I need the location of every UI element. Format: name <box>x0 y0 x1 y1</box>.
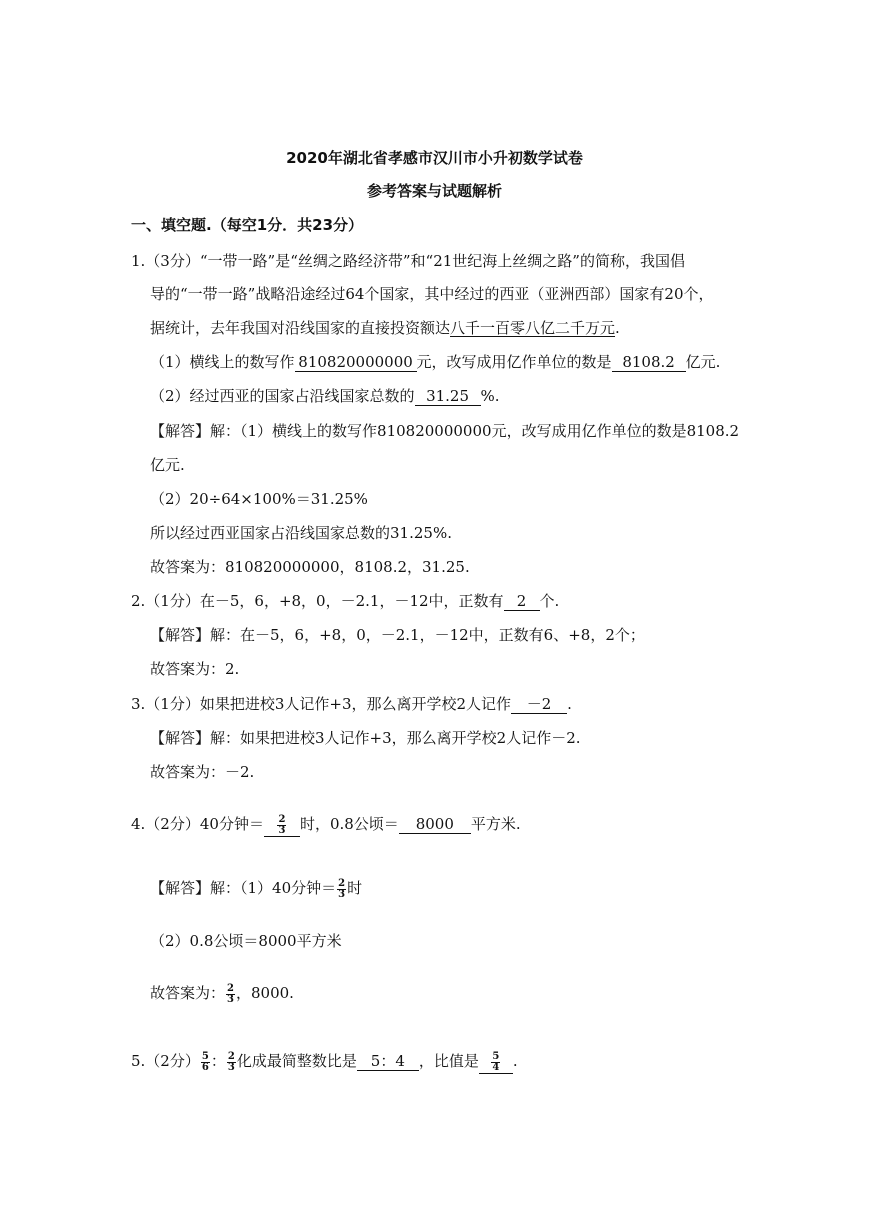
q4-answer-fraction <box>277 815 286 836</box>
q2-answer: 2 <box>504 593 540 611</box>
q5-value-denominator: 4 <box>492 1061 500 1073</box>
q4-solution-line2: （2）0.8公顷＝8000平方米 <box>150 932 342 950</box>
q3-answer: －2 <box>511 696 567 714</box>
q4-final-fraction <box>226 984 235 1005</box>
q3-stem-text: 3.（1分）如果把进校3人记作+3，那么离开学校2人记作 <box>131 695 512 713</box>
q4-fraction-numerator: 2 <box>278 813 286 825</box>
q1-part2 <box>150 386 500 406</box>
q5-stem-mid: 化成最简整数比是 <box>236 1052 357 1070</box>
q5-stem-end: . <box>512 1052 518 1070</box>
section-heading: 一、填空题.（每空1分．共23分） <box>131 216 364 234</box>
q4-stem-end: 平方米. <box>470 815 521 833</box>
q2-solution: 【解答】解：在－5，6，+8，0，－2.1，－12中，正数有6、+8，2个； <box>150 626 645 644</box>
q3-stem-end: . <box>567 695 572 713</box>
q4-answer-fraction-blank <box>264 814 300 837</box>
q5-value-fraction <box>491 1052 500 1073</box>
q4-fraction-denominator: 3 <box>278 824 286 836</box>
q5-ratio-answer: 5：4 <box>357 1053 419 1071</box>
q4-answer-area: 8000 <box>399 816 471 834</box>
q4-stem-text: 4.（2分）40分钟＝ <box>131 815 264 833</box>
q1-solution-line2: 亿元. <box>150 456 185 474</box>
q5-fraction-second <box>227 1052 236 1073</box>
q2-stem <box>131 591 559 611</box>
q1-part1-end: 亿元. <box>685 353 721 371</box>
q2-final-answer: 故答案为：2. <box>150 660 240 678</box>
q1-stem-line3 <box>150 318 620 338</box>
q4-final-end: ，8000. <box>235 984 294 1002</box>
q5-stem <box>131 1051 518 1074</box>
q1-part1-mid: 元，改写成用亿作单位的数是 <box>416 353 612 371</box>
q1-part2-answer: 31.25 <box>415 388 481 406</box>
q1-part1-answer2: 8108.2 <box>612 354 686 372</box>
q5-fraction-second-numerator: 2 <box>227 1050 235 1062</box>
q5-fraction-first-numerator: 5 <box>201 1050 209 1062</box>
q4-final-text: 故答案为： <box>150 984 226 1002</box>
q3-stem <box>131 694 572 714</box>
document-subtitle: 参考答案与试题解析 <box>366 182 502 200</box>
q4-final-answer <box>150 983 294 1005</box>
q3-final-answer: 故答案为：－2. <box>150 763 255 781</box>
q4-stem-mid: 时，0.8公顷＝ <box>299 815 399 833</box>
q5-fraction-second-denominator: 3 <box>227 1061 235 1073</box>
q5-stem-mid2: ，比值是 <box>418 1052 479 1070</box>
q1-stem-line1: 1.（3分）“一带一路”是“丝绸之路经济带”和“21世纪海上丝绸之路”的简称，我国倡 <box>131 252 685 270</box>
q1-part1 <box>150 352 720 372</box>
q4-solution-line1-text: 【解答】解：（1）40分钟＝ <box>150 879 337 897</box>
q4-solution-line1 <box>150 878 362 900</box>
q5-value-numerator: 5 <box>492 1050 500 1062</box>
q4-solution-fraction-numerator: 2 <box>338 877 346 889</box>
q1-solution-line3: （2）20÷64×100%＝31.25% <box>150 490 368 508</box>
q4-solution-fraction-denominator: 3 <box>338 888 346 900</box>
document-title: 2020年湖北省孝感市汉川市小升初数学试卷 <box>286 149 583 167</box>
q1-final-answer: 故答案为：810820000000，8108.2，31.25. <box>150 558 470 576</box>
q4-stem <box>131 814 521 837</box>
q1-solution-line1: 【解答】解：（1）横线上的数写作810820000000元，改写成用亿作单位的数是8108.2 <box>150 422 740 440</box>
q2-stem-end: 个. <box>539 592 560 610</box>
q4-solution-fraction <box>337 879 346 900</box>
q1-stem-line2: 导的“一带一路”战略沿途经过64个国家，其中经过的西亚（亚洲西部）国家有20个， <box>150 285 714 303</box>
q4-final-fraction-denominator: 3 <box>227 993 234 1005</box>
q1-part2-text: （2）经过西亚的国家占沿线国家总数的 <box>150 387 415 405</box>
q1-part2-end: %. <box>480 387 500 405</box>
q4-solution-line1-end: 时 <box>347 879 363 897</box>
q5-fraction-first <box>201 1052 210 1073</box>
q4-final-fraction-numerator: 2 <box>227 982 234 994</box>
q1-part1-answer1: 810820000000 <box>295 354 417 372</box>
q1-stem-line3-end: . <box>615 319 620 337</box>
q1-stem-line3-text: 据统计，去年我国对沿线国家的直接投资额达 <box>150 319 451 337</box>
q5-fraction-first-denominator: 6 <box>201 1061 209 1073</box>
q1-underlined-amount: 八千一百零八亿二千万元 <box>450 319 616 337</box>
q3-solution: 【解答】解：如果把进校3人记作+3，那么离开学校2人记作－2. <box>150 729 581 747</box>
q1-part1-text: （1）横线上的数写作 <box>150 353 295 371</box>
q2-stem-text: 2.（1分）在－5，6，+8，0，－2.1，－12中，正数有 <box>131 592 504 610</box>
q5-value-blank <box>479 1051 513 1074</box>
q5-colon: ： <box>210 1052 226 1070</box>
q5-stem-text: 5.（2分） <box>131 1052 200 1070</box>
q1-solution-line4: 所以经过西亚国家占沿线国家总数的31.25%. <box>150 524 452 542</box>
